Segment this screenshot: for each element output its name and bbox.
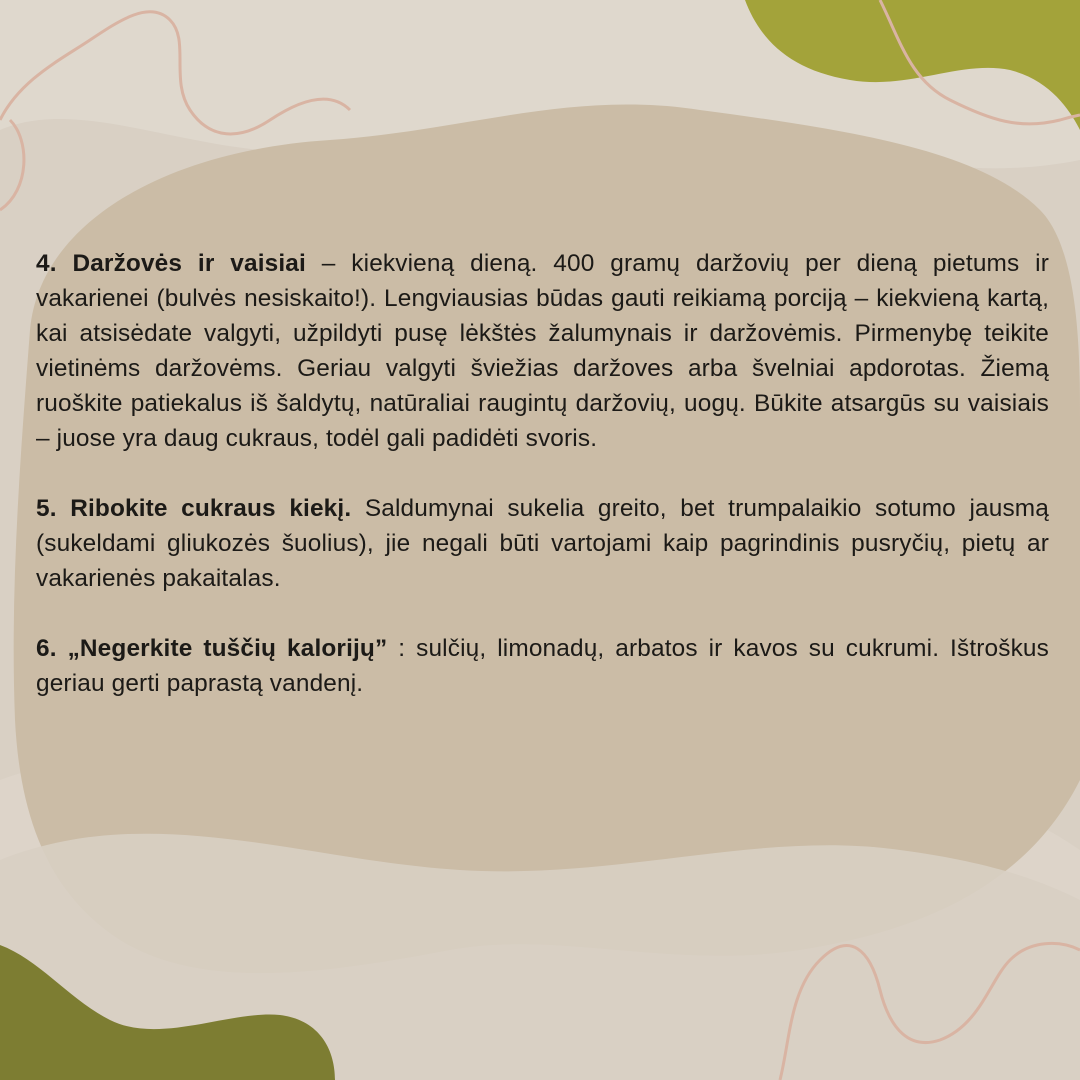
paragraph-body: – kiekvieną dieną. 400 gramų daržovių per dieną pietums ir vakarienei (bulvės nesiskaito!). Lengviausias būdas gauti reikiamą porciją – kiekvieną kartą, kai atsisėdate valgyti, užpildyti pusę lėkštės žalumynais ir daržovėmis. Pirmenybę teikite vietinėms daržovėms. Geriau valgyti šviežias daržoves arba švelniai apdorotas. Žiemą ruoškite patiekalus iš šaldytų, natūraliai raugintų daržovių, uogų. Būkite atsargūs su vaisiais – juose yra daug cukraus, todėl gali padidėti svoris. — [36, 250, 1050, 452]
paragraph-vegetables — [36, 246, 1049, 456]
paragraph-heading: 6. „Negerkite tuščių kalorijų” — [36, 635, 388, 662]
paragraph-body: Saldumynai sukelia greito, bet trumpalaikio sotumo jausmą (sukeldami gliukozės šuolius), jie negali būti vartojami kaip pagrindinis pusryčių, pietų ar vakarienės pakaitalas. — [36, 495, 1049, 592]
text-content — [36, 246, 1049, 736]
paragraph-heading: 4. Daržovės ir vaisiai — [36, 250, 306, 277]
paragraph-body: : sulčių, limonadų, arbatos ir kavos su cukrumi. Ištroškus geriau gerti paprastą vandenį. — [36, 635, 1049, 697]
paragraph-heading: 5. Ribokite cukraus kiekį. — [36, 495, 352, 522]
paragraph-empty-calories — [36, 631, 1049, 701]
paragraph-sugar — [36, 491, 1049, 596]
